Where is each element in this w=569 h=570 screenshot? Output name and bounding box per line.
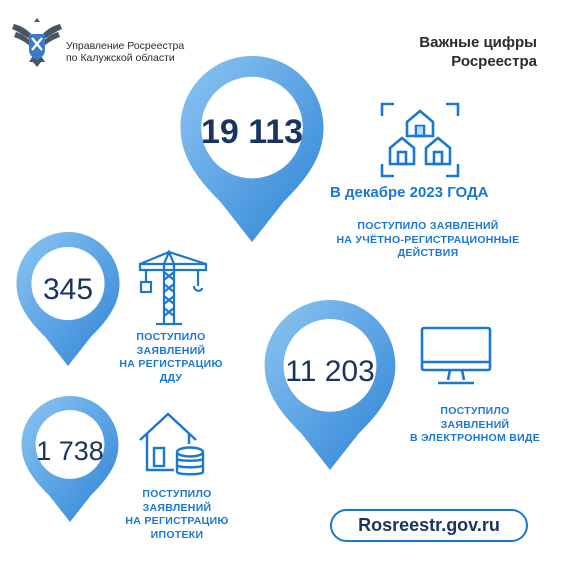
ddu-stat-value: 345 — [42, 273, 94, 306]
period-headline: В декабре 2023 ГОДА — [330, 184, 489, 201]
tower-crane-icon — [138, 248, 208, 326]
main-stat-value: 19 113 — [200, 113, 304, 151]
org-name: Управление Росреестра по Калужской области — [66, 40, 185, 64]
mortgage-stat-caption: ПОСТУПИЛО ЗАЯВЛЕНИЙ НА РЕГИСТРАЦИЮ ИПОТЕКИ — [125, 488, 229, 541]
rosreestr-eagle-icon — [8, 14, 66, 70]
computer-monitor-icon — [420, 326, 492, 386]
logo — [8, 14, 66, 70]
house-with-coins-icon — [138, 408, 208, 478]
main-stat-caption: ПОСТУПИЛО ЗАЯВЛЕНИЙ НА УЧЁТНО-РЕГИСТРАЦИОННЫЕ ДЕЙСТВИЯ — [336, 220, 520, 259]
electronic-stat-caption: ПОСТУПИЛО ЗАЯВЛЕНИЙ В ЭЛЕКТРОННОМ ВИДЕ — [409, 405, 541, 444]
electronic-stat-value: 11 203 — [285, 355, 375, 388]
page-title: Важные цифры Росреестра — [419, 34, 537, 70]
ddu-stat-caption: ПОСТУПИЛО ЗАЯВЛЕНИЙ НА РЕГИСТРАЦИЮ ДДУ — [119, 331, 223, 384]
mortgage-stat-value: 1 738 — [36, 436, 104, 466]
houses-icon — [380, 102, 460, 178]
website-link[interactable]: Rosreestr.gov.ru — [330, 509, 528, 542]
